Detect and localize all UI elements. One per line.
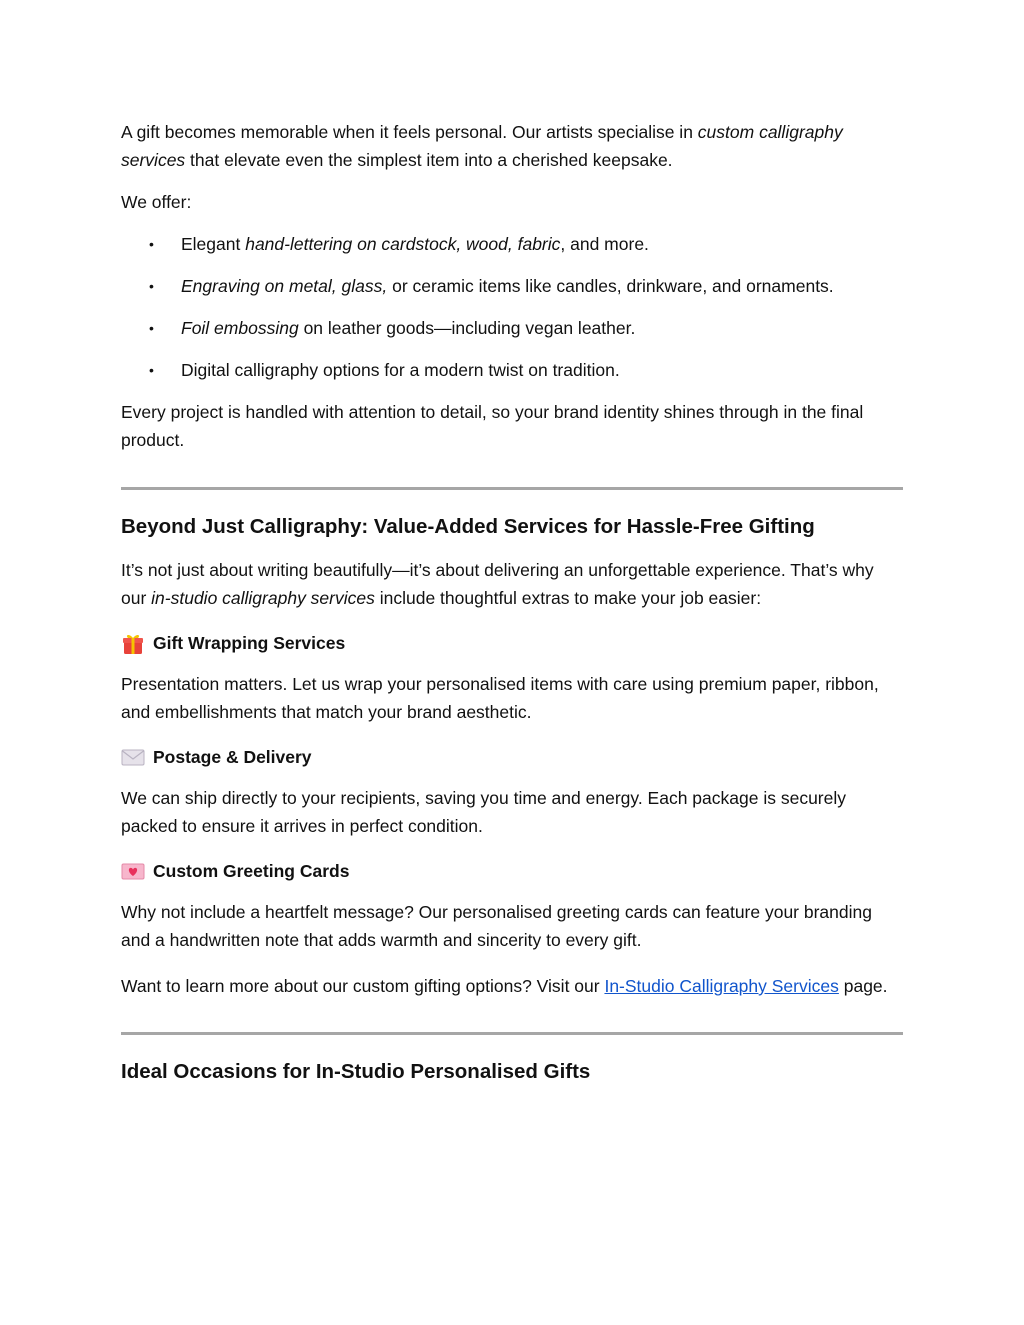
section-divider bbox=[121, 487, 903, 490]
intro-text-after: that elevate even the simplest item into a cherished keepsake. bbox=[185, 150, 673, 170]
detail-paragraph: Every project is handled with attention to detail, so your brand identity shines through in the final product. bbox=[121, 402, 864, 450]
service-title: Gift Wrapping Services bbox=[153, 633, 346, 653]
closing-text-before: Want to learn more about our custom gifting options? Visit our bbox=[121, 976, 605, 996]
intro-emphasis: custom calligraphy services bbox=[121, 122, 843, 170]
gift-icon bbox=[121, 633, 145, 653]
envelope-icon bbox=[121, 747, 145, 767]
section-divider bbox=[121, 1032, 903, 1035]
list-item bbox=[121, 314, 903, 342]
list-item-emphasis: Foil embossing bbox=[181, 318, 299, 338]
closing-paragraph bbox=[121, 972, 903, 1000]
section-intro-paragraph bbox=[121, 556, 903, 612]
bullet: • bbox=[149, 236, 154, 252]
in-studio-services-link[interactable]: In-Studio Calligraphy Services bbox=[604, 976, 839, 996]
section-intro-emphasis: in-studio calligraphy services bbox=[151, 588, 375, 608]
list-item-after: , and more. bbox=[560, 234, 649, 254]
closing-text-after: page. bbox=[838, 976, 888, 996]
list-item-after: on leather goods—including vegan leather. bbox=[298, 318, 636, 338]
offer-list bbox=[121, 230, 903, 384]
list-item bbox=[121, 356, 903, 384]
bullet: • bbox=[149, 278, 154, 294]
list-item-before: Digital calligraphy options for a modern twist on tradition. bbox=[181, 360, 620, 380]
list-item-before: Elegant bbox=[181, 234, 246, 254]
bullet: • bbox=[149, 320, 154, 336]
service-heading-postage bbox=[121, 744, 903, 770]
list-item-emphasis: Engraving on metal, glass, bbox=[181, 276, 388, 296]
list-item bbox=[121, 230, 903, 258]
section-intro-before: It’s not just about writing beautifully—it’s about delivering an unforgettable experience. That’s why our bbox=[121, 560, 874, 608]
service-heading-gift-wrapping bbox=[121, 630, 903, 656]
section-heading: Beyond Just Calligraphy: Value-Added Services for Hassle-Free Gifting bbox=[121, 515, 815, 538]
bullet: • bbox=[149, 362, 154, 378]
love-letter-icon bbox=[121, 861, 145, 881]
section-intro-after: include thoughtful extras to make your job easier: bbox=[374, 588, 762, 608]
service-description: Why not include a heartfelt message? Our personalised greeting cards can feature your branding and a handwritten note that adds warmth and sincerity to every gift. bbox=[121, 902, 872, 950]
list-item-after: or ceramic items like candles, drinkware, and ornaments. bbox=[387, 276, 834, 296]
service-description: We can ship directly to your recipients, saving you time and energy. Each package is securely packed to ensure it arrives in perfect condition. bbox=[121, 788, 846, 836]
service-title: Custom Greeting Cards bbox=[153, 861, 350, 881]
intro-paragraph bbox=[121, 118, 903, 174]
list-item bbox=[121, 272, 903, 300]
section-heading: Ideal Occasions for In-Studio Personalised Gifts bbox=[121, 1060, 591, 1083]
service-title: Postage & Delivery bbox=[153, 747, 312, 767]
we-offer-label: We offer: bbox=[121, 192, 192, 212]
document-page bbox=[121, 118, 903, 1087]
service-heading-greeting-cards bbox=[121, 858, 903, 884]
service-description: Presentation matters. Let us wrap your personalised items with care using premium paper, ribbon, and embellishments that match your brand aesthetic. bbox=[121, 674, 879, 722]
list-item-emphasis: hand-lettering on cardstock, wood, fabric bbox=[245, 234, 561, 254]
intro-text-before: A gift becomes memorable when it feels personal. Our artists specialise in bbox=[121, 122, 698, 142]
